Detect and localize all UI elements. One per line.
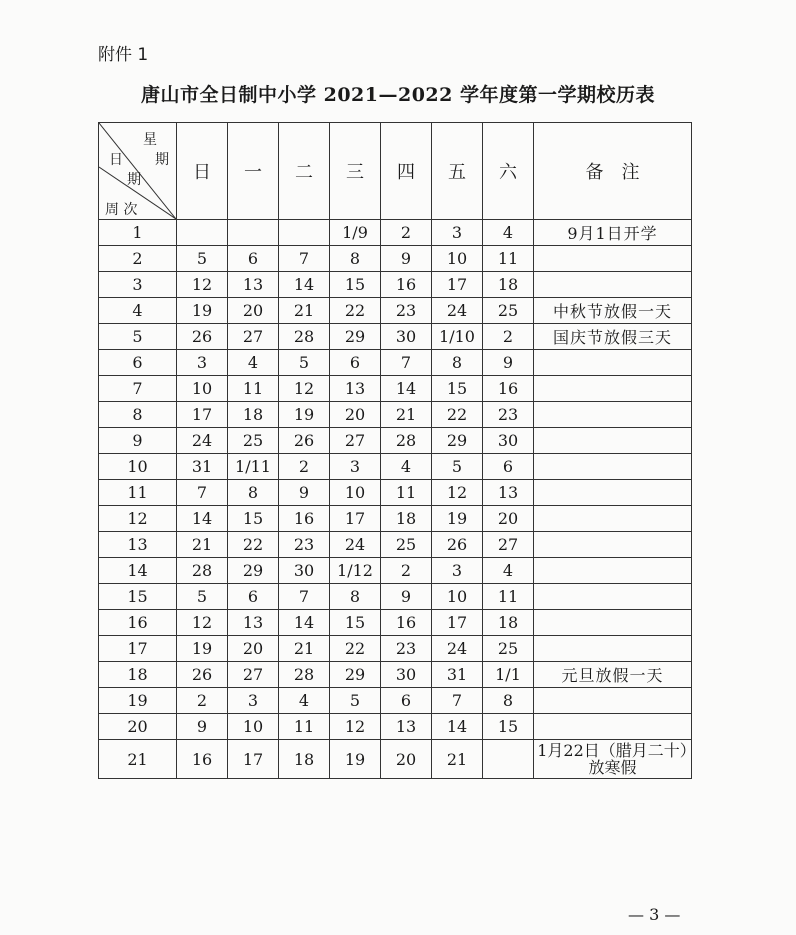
school-calendar-table: [98, 122, 692, 779]
date-cell: 9: [483, 350, 534, 376]
date-cell: 7: [432, 688, 483, 714]
date-cell: 1/10: [432, 324, 483, 350]
date-cell: 21: [279, 298, 330, 324]
header-day-thu: 四: [381, 123, 432, 220]
date-cell: 4: [279, 688, 330, 714]
date-cell: 20: [483, 506, 534, 532]
date-cell: 7: [177, 480, 228, 506]
week-number-cell: 17: [99, 636, 177, 662]
note-cell: [534, 610, 692, 636]
date-cell: 6: [330, 350, 381, 376]
date-cell: 18: [381, 506, 432, 532]
date-cell: 24: [432, 298, 483, 324]
date-cell: 15: [432, 376, 483, 402]
week-number-cell: 1: [99, 220, 177, 246]
date-cell: 28: [381, 428, 432, 454]
corner-label-week: 周 次: [105, 202, 138, 218]
date-cell: 31: [177, 454, 228, 480]
date-cell: 12: [177, 272, 228, 298]
note-cell: 1月22日（腊月二十）放寒假: [534, 740, 692, 779]
date-cell: 30: [279, 558, 330, 584]
date-cell: 22: [330, 636, 381, 662]
date-cell: 21: [381, 402, 432, 428]
note-cell: [534, 454, 692, 480]
week-number-cell: 19: [99, 688, 177, 714]
date-cell: 22: [432, 402, 483, 428]
date-cell: 25: [381, 532, 432, 558]
date-cell: 28: [177, 558, 228, 584]
date-cell: 25: [228, 428, 279, 454]
date-cell: 8: [228, 480, 279, 506]
date-cell: 28: [279, 324, 330, 350]
date-cell: 13: [228, 272, 279, 298]
date-cell: 3: [432, 220, 483, 246]
date-cell: 7: [381, 350, 432, 376]
page-number: — 3 —: [628, 905, 681, 924]
week-number-cell: 20: [99, 714, 177, 740]
date-cell: 3: [432, 558, 483, 584]
week-number-cell: 5: [99, 324, 177, 350]
note-cell: [534, 376, 692, 402]
date-cell: 10: [432, 246, 483, 272]
date-cell: 8: [483, 688, 534, 714]
date-cell: 11: [279, 714, 330, 740]
note-cell: [534, 558, 692, 584]
note-cell: 元旦放假一天: [534, 662, 692, 688]
week-number-cell: 12: [99, 506, 177, 532]
date-cell: 20: [228, 636, 279, 662]
date-cell: 7: [279, 584, 330, 610]
date-cell: 11: [483, 584, 534, 610]
date-cell: 5: [330, 688, 381, 714]
date-cell: 30: [381, 662, 432, 688]
date-cell: 8: [330, 246, 381, 272]
table-row: [99, 376, 692, 402]
header-day-tue: 二: [279, 123, 330, 220]
header-day-mon: 一: [228, 123, 279, 220]
date-cell: 4: [228, 350, 279, 376]
date-cell: 23: [381, 298, 432, 324]
date-cell: 26: [177, 324, 228, 350]
date-cell: 3: [330, 454, 381, 480]
date-cell: 22: [228, 532, 279, 558]
date-cell: 19: [279, 402, 330, 428]
date-cell: 22: [330, 298, 381, 324]
date-cell: 14: [432, 714, 483, 740]
table-row: [99, 272, 692, 298]
date-cell: 19: [177, 298, 228, 324]
date-cell: 26: [432, 532, 483, 558]
date-cell: 29: [432, 428, 483, 454]
date-cell: 5: [279, 350, 330, 376]
date-cell: 27: [330, 428, 381, 454]
date-cell: 19: [177, 636, 228, 662]
date-cell: 23: [279, 532, 330, 558]
note-cell: [534, 532, 692, 558]
date-cell: 12: [330, 714, 381, 740]
date-cell: 15: [330, 272, 381, 298]
week-number-cell: 11: [99, 480, 177, 506]
date-cell: 17: [177, 402, 228, 428]
header-day-sun: 日: [177, 123, 228, 220]
header-day-wed: 三: [330, 123, 381, 220]
week-number-cell: 21: [99, 740, 177, 779]
table-row: [99, 688, 692, 714]
header-row: [99, 123, 692, 220]
date-cell: 18: [483, 610, 534, 636]
date-cell: 16: [177, 740, 228, 779]
date-cell: 3: [228, 688, 279, 714]
note-cell: [534, 688, 692, 714]
week-number-cell: 2: [99, 246, 177, 272]
date-cell: 27: [483, 532, 534, 558]
date-cell: 24: [177, 428, 228, 454]
table-row: [99, 532, 692, 558]
date-cell: 24: [432, 636, 483, 662]
week-number-cell: 18: [99, 662, 177, 688]
date-cell: 26: [279, 428, 330, 454]
date-cell: 1/1: [483, 662, 534, 688]
date-cell: 6: [228, 584, 279, 610]
date-cell: 18: [483, 272, 534, 298]
table-row: [99, 506, 692, 532]
note-cell: 9月1日开学: [534, 220, 692, 246]
page-title: 唐山市全日制中小学 2021—2022 学年度第一学期校历表: [141, 84, 655, 106]
note-cell: [534, 272, 692, 298]
table-row: [99, 662, 692, 688]
week-number-cell: 9: [99, 428, 177, 454]
date-cell: 28: [279, 662, 330, 688]
table-row: [99, 246, 692, 272]
table-row: [99, 454, 692, 480]
date-cell: 21: [279, 636, 330, 662]
date-cell: 9: [381, 584, 432, 610]
date-cell: 18: [228, 402, 279, 428]
date-cell: 5: [177, 584, 228, 610]
date-cell: 1/12: [330, 558, 381, 584]
date-cell: 25: [483, 636, 534, 662]
date-cell: 6: [381, 688, 432, 714]
date-cell: 21: [432, 740, 483, 779]
corner-label-ri: 日: [109, 152, 123, 168]
table-row: [99, 220, 692, 246]
table-row: [99, 298, 692, 324]
date-cell: 3: [177, 350, 228, 376]
table-row: [99, 402, 692, 428]
header-day-fri: 五: [432, 123, 483, 220]
date-cell: 25: [483, 298, 534, 324]
week-number-cell: 13: [99, 532, 177, 558]
week-number-cell: 4: [99, 298, 177, 324]
date-cell: 14: [177, 506, 228, 532]
date-cell: 27: [228, 662, 279, 688]
header-day-sat: 六: [483, 123, 534, 220]
date-cell: 12: [177, 610, 228, 636]
date-cell: 10: [228, 714, 279, 740]
date-cell: 8: [330, 584, 381, 610]
date-cell: 5: [432, 454, 483, 480]
date-cell: 10: [177, 376, 228, 402]
date-cell: 13: [381, 714, 432, 740]
corner-label-qi-2: 期: [127, 172, 141, 188]
table-row: [99, 558, 692, 584]
table-row: [99, 610, 692, 636]
note-cell: [534, 350, 692, 376]
date-cell: 17: [330, 506, 381, 532]
date-cell: [279, 220, 330, 246]
date-cell: 15: [330, 610, 381, 636]
date-cell: 7: [279, 246, 330, 272]
date-cell: 5: [177, 246, 228, 272]
date-cell: 16: [483, 376, 534, 402]
date-cell: 27: [228, 324, 279, 350]
date-cell: 29: [228, 558, 279, 584]
date-cell: 20: [228, 298, 279, 324]
attachment-label: 附件 1: [98, 45, 149, 65]
table-row: [99, 636, 692, 662]
date-cell: 4: [483, 558, 534, 584]
date-cell: 2: [279, 454, 330, 480]
date-cell: [177, 220, 228, 246]
table-row: [99, 428, 692, 454]
week-number-cell: 8: [99, 402, 177, 428]
date-cell: 16: [381, 272, 432, 298]
note-cell: [534, 246, 692, 272]
date-cell: 8: [432, 350, 483, 376]
date-cell: [483, 740, 534, 779]
date-cell: 21: [177, 532, 228, 558]
date-cell: 10: [432, 584, 483, 610]
date-cell: 19: [432, 506, 483, 532]
corner-header-cell: [99, 123, 177, 220]
date-cell: [228, 220, 279, 246]
date-cell: 18: [279, 740, 330, 779]
calendar-body: [99, 220, 692, 779]
date-cell: 4: [483, 220, 534, 246]
corner-label-star: 星: [143, 132, 157, 148]
week-number-cell: 16: [99, 610, 177, 636]
week-number-cell: 6: [99, 350, 177, 376]
note-cell: [534, 402, 692, 428]
date-cell: 20: [330, 402, 381, 428]
table-row: [99, 350, 692, 376]
date-cell: 15: [483, 714, 534, 740]
date-cell: 31: [432, 662, 483, 688]
note-cell: 中秋节放假一天: [534, 298, 692, 324]
header-notes: 备 注: [534, 123, 692, 220]
date-cell: 24: [330, 532, 381, 558]
note-cell: 国庆节放假三天: [534, 324, 692, 350]
date-cell: 16: [381, 610, 432, 636]
date-cell: 13: [483, 480, 534, 506]
date-cell: 19: [330, 740, 381, 779]
corner-label-qi: 期: [155, 152, 169, 168]
date-cell: 29: [330, 662, 381, 688]
date-cell: 14: [279, 610, 330, 636]
table-row: [99, 740, 692, 779]
week-number-cell: 3: [99, 272, 177, 298]
week-number-cell: 7: [99, 376, 177, 402]
date-cell: 4: [381, 454, 432, 480]
table-row: [99, 324, 692, 350]
date-cell: 6: [483, 454, 534, 480]
date-cell: 14: [279, 272, 330, 298]
date-cell: 17: [432, 610, 483, 636]
note-cell: [534, 714, 692, 740]
week-number-cell: 15: [99, 584, 177, 610]
note-cell: [534, 636, 692, 662]
date-cell: 9: [279, 480, 330, 506]
date-cell: 2: [177, 688, 228, 714]
date-cell: 2: [381, 220, 432, 246]
date-cell: 11: [483, 246, 534, 272]
date-cell: 13: [228, 610, 279, 636]
date-cell: 30: [381, 324, 432, 350]
note-cell: [534, 480, 692, 506]
date-cell: 1/9: [330, 220, 381, 246]
note-cell: [534, 428, 692, 454]
date-cell: 2: [381, 558, 432, 584]
date-cell: 6: [228, 246, 279, 272]
date-cell: 10: [330, 480, 381, 506]
date-cell: 2: [483, 324, 534, 350]
date-cell: 20: [381, 740, 432, 779]
date-cell: 12: [279, 376, 330, 402]
date-cell: 1/11: [228, 454, 279, 480]
date-cell: 13: [330, 376, 381, 402]
date-cell: 11: [228, 376, 279, 402]
date-cell: 15: [228, 506, 279, 532]
date-cell: 17: [228, 740, 279, 779]
date-cell: 26: [177, 662, 228, 688]
date-cell: 12: [432, 480, 483, 506]
date-cell: 9: [381, 246, 432, 272]
table-row: [99, 584, 692, 610]
date-cell: 30: [483, 428, 534, 454]
week-number-cell: 10: [99, 454, 177, 480]
date-cell: 9: [177, 714, 228, 740]
note-cell: [534, 584, 692, 610]
table-row: [99, 480, 692, 506]
date-cell: 11: [381, 480, 432, 506]
table-row: [99, 714, 692, 740]
date-cell: 17: [432, 272, 483, 298]
date-cell: 29: [330, 324, 381, 350]
date-cell: 23: [381, 636, 432, 662]
date-cell: 16: [279, 506, 330, 532]
date-cell: 23: [483, 402, 534, 428]
week-number-cell: 14: [99, 558, 177, 584]
note-cell: [534, 506, 692, 532]
date-cell: 14: [381, 376, 432, 402]
